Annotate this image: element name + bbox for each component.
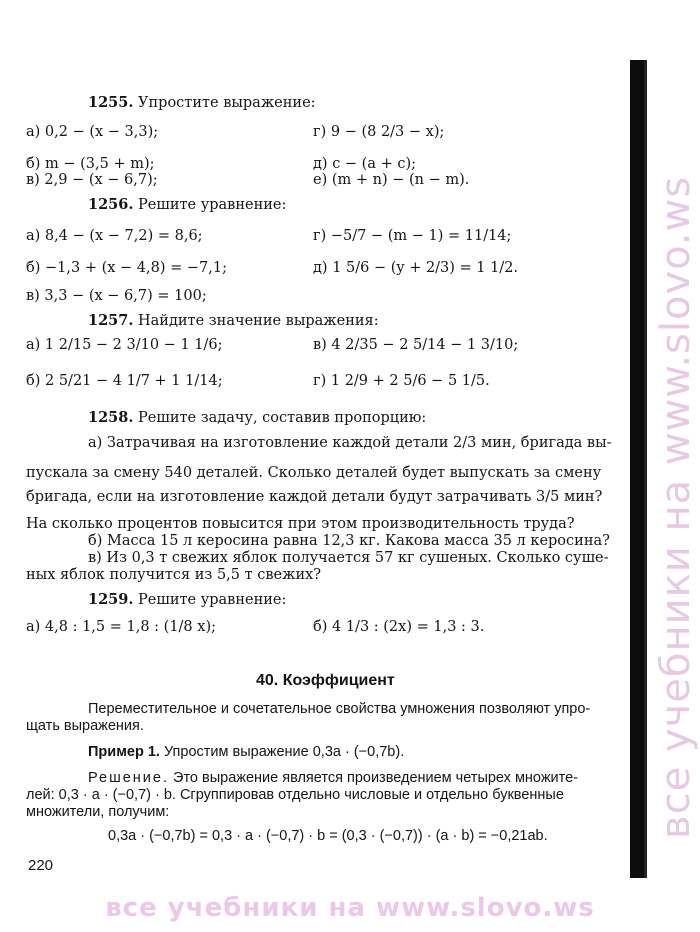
text-line-25: ных яблок получится из 5,5 т свежих? xyxy=(26,567,322,583)
text-line-20: пускала за смену 540 деталей. Сколько деталей будет выпускать за смену xyxy=(26,465,602,481)
text-line-6: е) (m + n) − (n − m). xyxy=(313,172,470,188)
text-line-24: в) Из 0,3 т свежих яблок получается 57 кг сушеных. Сколько суше- xyxy=(88,550,609,566)
page-number: 220 xyxy=(28,857,54,874)
text-line-2: г) 9 − (8 2/3 − x); xyxy=(313,124,445,140)
text-line-15: в) 4 2/35 − 2 5/14 − 1 3/10; xyxy=(313,337,519,353)
text-line-sans-3: Решение. Это выражение является произведением четырех множите- xyxy=(88,770,579,786)
text-line-0: 1255. Упростите выражение: xyxy=(88,94,316,111)
text-line-27: а) 4,8 : 1,5 = 1,8 : (1/8 x); xyxy=(26,619,216,635)
scan-edge-shadow xyxy=(630,60,644,878)
text-line-23: б) Масса 15 л керосина равна 12,3 кг. Какова масса 35 л керосина? xyxy=(88,533,610,549)
side-watermark: все учебники на www.slovo.ws xyxy=(653,175,699,839)
text-line-19: а) Затрачивая на изготовление каждой детали 2/3 мин, бригада вы- xyxy=(88,435,612,451)
text-line-10: б) −1,3 + (x − 4,8) = −7,1; xyxy=(26,260,227,276)
text-line-sans-2: Пример 1. Упростим выражение 0,3a · (−0,7b). xyxy=(88,744,405,760)
text-line-9: г) −5/7 − (m − 1) = 11/14; xyxy=(313,228,512,244)
text-line-sans-1: щать выражения. xyxy=(26,718,144,734)
text-line-28: б) 4 1/3 : (2x) = 1,3 : 3. xyxy=(313,619,485,635)
text-line-4: д) c − (a + c); xyxy=(313,156,417,172)
text-line-sans-4: лей: 0,3 · a · (−0,7) · b. Сгруппировав отдельно числовые и отдельно буквенные xyxy=(26,787,564,803)
text-line-11: д) 1 5/6 − (y + 2/3) = 1 1/2. xyxy=(313,260,519,276)
bottom-watermark: все учебники на www.slovo.ws xyxy=(105,893,595,923)
text-line-17: г) 1 2/9 + 2 5/6 − 5 1/5. xyxy=(313,373,490,389)
text-line-14: а) 1 2/15 − 2 3/10 − 1 1/6; xyxy=(26,337,223,353)
section-heading: 40. Коэффициент xyxy=(256,672,395,689)
text-line-3: б) m − (3,5 + m); xyxy=(26,156,155,172)
text-line-13: 1257. Найдите значение выражения: xyxy=(88,312,379,329)
scan-edge-shadow-inner xyxy=(644,60,647,878)
text-line-12: в) 3,3 − (x − 6,7) = 100; xyxy=(26,288,207,304)
text-line-sans-6: 0,3a · (−0,7b) = 0,3 · a · (−0,7) · b = (0,3 · (−0,7)) · (a · b) = −0,21ab. xyxy=(108,828,548,844)
text-line-sans-0: Переместительное и сочетательное свойства умножения позволяют упро- xyxy=(88,701,591,717)
text-line-1: а) 0,2 − (x − 3,3); xyxy=(26,124,159,140)
text-line-sans-5: множители, получим: xyxy=(26,804,170,820)
text-line-22: На сколько процентов повысится при этом производительность труда? xyxy=(26,516,575,532)
text-line-18: 1258. Решите задачу, составив пропорцию: xyxy=(88,409,427,426)
text-line-5: в) 2,9 − (x − 6,7); xyxy=(26,172,158,188)
text-line-7: 1256. Решите уравнение: xyxy=(88,196,287,213)
text-line-16: б) 2 5/21 − 4 1/7 + 1 1/14; xyxy=(26,373,223,389)
text-line-21: бригада, если на изготовление каждой детали будут затрачивать 3/5 мин? xyxy=(26,489,603,505)
text-line-8: а) 8,4 − (x − 7,2) = 8,6; xyxy=(26,228,203,244)
text-line-26: 1259. Решите уравнение: xyxy=(88,591,287,608)
